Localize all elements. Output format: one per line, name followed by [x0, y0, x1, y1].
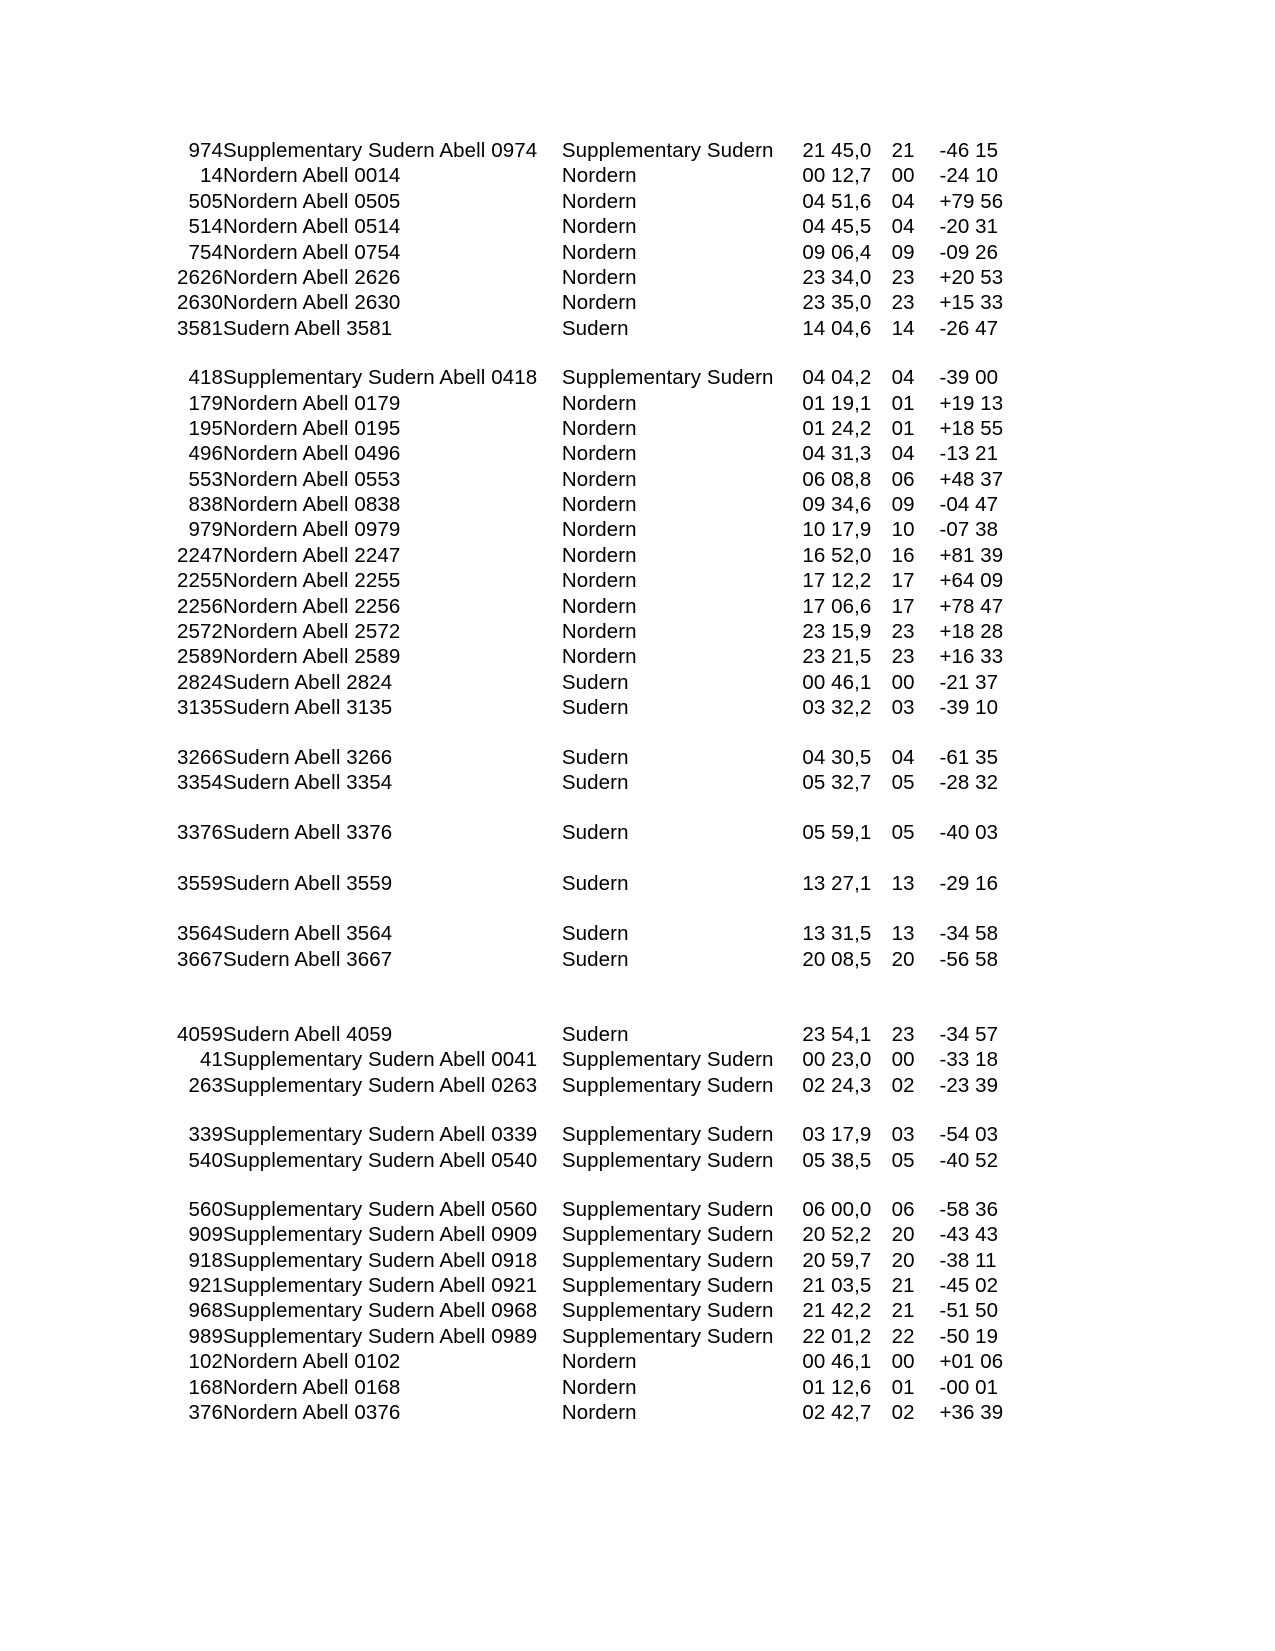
row-declination: -00 01: [939, 1375, 999, 1399]
row-designation: Supplementary Sudern Abell 0974: [223, 139, 538, 162]
row-designation: Supplementary Sudern Abell 0263: [223, 1073, 538, 1097]
row-declination: -34 58: [939, 922, 999, 946]
row-declination: -28 32: [939, 770, 999, 794]
row-designation: Sudern Abell 3266: [223, 745, 393, 769]
row-ra-hours: 23: [891, 1022, 915, 1046]
table-row: [168, 192, 1038, 217]
row-right-ascension: 23 34,0: [802, 265, 872, 289]
row-id: 553: [188, 467, 224, 491]
row-right-ascension: 05 38,5: [802, 1148, 872, 1172]
row-right-ascension: 06 00,0: [802, 1197, 872, 1221]
row-ra-hours: 16: [891, 543, 915, 567]
row-catalog: Supplementary Sudern: [561, 1197, 774, 1221]
row-right-ascension: 16 52,0: [802, 543, 872, 567]
table-row: [168, 319, 1038, 344]
row-declination: -23 39: [939, 1073, 999, 1097]
row-catalog: Sudern: [561, 670, 629, 694]
row-id: 2626: [177, 265, 224, 289]
row-catalog: Supplementary Sudern: [561, 1073, 774, 1097]
row-designation: Supplementary Sudern Abell 0968: [223, 1299, 538, 1323]
row-ra-hours: 04: [891, 442, 915, 466]
table-row: [168, 597, 1038, 622]
row-id: 921: [188, 1274, 224, 1298]
row-ra-hours: 05: [891, 1148, 915, 1172]
table-row: [168, 698, 1038, 723]
row-declination: -56 58: [939, 947, 999, 971]
row-designation: Supplementary Sudern Abell 0041: [223, 1048, 538, 1072]
table-row: [168, 394, 1038, 419]
row-ra-hours: 13: [891, 922, 915, 946]
row-declination: -04 47: [939, 493, 999, 517]
row-designation: Nordern Abell 0505: [223, 189, 401, 213]
row-designation: Nordern Abell 2589: [223, 645, 401, 669]
row-id: 102: [188, 1350, 224, 1374]
row-right-ascension: 04 45,5: [802, 215, 872, 239]
row-declination: -39 00: [939, 366, 999, 390]
row-designation: Nordern Abell 0553: [223, 467, 401, 491]
row-declination: -54 03: [939, 1123, 999, 1147]
row-id: 514: [188, 215, 224, 239]
row-declination: -50 19: [939, 1324, 999, 1348]
row-id: 909: [188, 1223, 224, 1247]
row-declination: -26 47: [939, 316, 999, 340]
row-declination: +01 06: [939, 1350, 1004, 1374]
row-right-ascension: 06 08,8: [802, 467, 872, 491]
row-right-ascension: 01 19,1: [802, 391, 872, 415]
row-declination: -45 02: [939, 1274, 999, 1298]
row-catalog: Nordern: [561, 442, 637, 466]
row-right-ascension: 10 17,9: [802, 518, 872, 542]
row-declination: -58 36: [939, 1197, 999, 1221]
row-id: 496: [188, 442, 224, 466]
row-ra-hours: 10: [891, 518, 915, 542]
row-designation: Sudern Abell 2824: [223, 670, 393, 694]
row-right-ascension: 00 46,1: [802, 670, 872, 694]
row-designation: Supplementary Sudern Abell 0560: [223, 1197, 538, 1221]
row-right-ascension: 09 06,4: [802, 240, 872, 264]
row-designation: Nordern Abell 0102: [223, 1350, 401, 1374]
row-id: 968: [188, 1299, 224, 1323]
table-row: [168, 546, 1038, 571]
row-id: 505: [188, 189, 224, 213]
row-catalog: Sudern: [561, 947, 629, 971]
row-id: 3266: [177, 745, 224, 769]
row-id: 2256: [177, 594, 224, 618]
row-catalog: Sudern: [561, 1022, 629, 1046]
row-ra-hours: 06: [891, 1197, 915, 1221]
row-id: 4059: [177, 1022, 224, 1046]
row-catalog: Nordern: [561, 518, 637, 542]
row-declination: -13 21: [939, 442, 999, 466]
row-id: 41: [200, 1048, 224, 1072]
row-ra-hours: 23: [891, 265, 915, 289]
row-declination: -07 38: [939, 518, 999, 542]
row-id: 3354: [177, 770, 224, 794]
row-ra-hours: 04: [891, 215, 915, 239]
row-declination: +79 56: [939, 189, 1004, 213]
table-row: [168, 1176, 1038, 1225]
row-declination: +16 33: [939, 645, 1004, 669]
row-ra-hours: 20: [891, 1248, 915, 1272]
table-row: [168, 1352, 1038, 1377]
row-right-ascension: 23 21,5: [802, 645, 872, 669]
row-id: 3135: [177, 696, 224, 720]
table-row: [168, 673, 1038, 698]
row-ra-hours: 05: [891, 770, 915, 794]
table-row: [168, 773, 1038, 798]
row-designation: Supplementary Sudern Abell 0918: [223, 1248, 538, 1272]
row-catalog: Sudern: [561, 745, 629, 769]
row-ra-hours: 22: [891, 1324, 915, 1348]
row-declination: -61 35: [939, 745, 999, 769]
row-ra-hours: 05: [891, 821, 915, 845]
row-right-ascension: 09 34,6: [802, 493, 872, 517]
table-row: [168, 419, 1038, 444]
row-designation: Supplementary Sudern Abell 0989: [223, 1324, 538, 1348]
row-ra-hours: 20: [891, 1223, 915, 1247]
row-designation: Nordern Abell 0014: [223, 164, 401, 188]
row-ra-hours: 04: [891, 189, 915, 213]
row-designation: Nordern Abell 0979: [223, 518, 401, 542]
table-row: [168, 1327, 1038, 1352]
table-row: [168, 899, 1038, 949]
row-declination: +20 53: [939, 265, 1004, 289]
row-catalog: Supplementary Sudern: [561, 1324, 774, 1348]
row-catalog: Supplementary Sudern: [561, 1148, 774, 1172]
row-catalog: Supplementary Sudern: [561, 1123, 774, 1147]
table-row: [168, 1378, 1038, 1403]
row-right-ascension: 21 42,2: [802, 1299, 872, 1323]
row-catalog: Nordern: [561, 164, 637, 188]
table-row: [168, 293, 1038, 318]
table-row: [168, 1276, 1038, 1301]
row-catalog: Nordern: [561, 620, 637, 644]
catalog-table-body: [168, 141, 1038, 1428]
row-designation: Sudern Abell 3581: [223, 316, 393, 340]
row-ra-hours: 03: [891, 1123, 915, 1147]
row-ra-hours: 01: [891, 416, 915, 440]
row-ra-hours: 23: [891, 645, 915, 669]
row-ra-hours: 06: [891, 467, 915, 491]
row-right-ascension: 04 04,2: [802, 366, 872, 390]
row-right-ascension: 04 51,6: [802, 189, 872, 213]
row-right-ascension: 02 24,3: [802, 1073, 872, 1097]
row-ra-hours: 00: [891, 1350, 915, 1374]
row-catalog: Nordern: [561, 240, 637, 264]
row-declination: +81 39: [939, 543, 1004, 567]
row-id: 979: [188, 518, 224, 542]
table-row: [168, 243, 1038, 268]
row-catalog: Supplementary Sudern: [561, 1248, 774, 1272]
row-declination: -09 26: [939, 240, 999, 264]
row-right-ascension: 02 42,7: [802, 1401, 872, 1425]
row-id: 2824: [177, 670, 224, 694]
row-right-ascension: 21 45,0: [802, 139, 872, 162]
row-declination: +36 39: [939, 1401, 1004, 1425]
row-designation: Supplementary Sudern Abell 0540: [223, 1148, 538, 1172]
row-catalog: Nordern: [561, 1375, 637, 1399]
row-declination: -20 31: [939, 215, 999, 239]
row-designation: Nordern Abell 2572: [223, 620, 401, 644]
row-ra-hours: 17: [891, 594, 915, 618]
row-id: 179: [188, 391, 224, 415]
row-id: 168: [188, 1375, 224, 1399]
table-row: [168, 724, 1038, 773]
row-designation: Sudern Abell 3354: [223, 770, 393, 794]
table-row: [168, 217, 1038, 242]
row-designation: Nordern Abell 0496: [223, 442, 401, 466]
row-designation: Nordern Abell 2630: [223, 291, 401, 315]
row-catalog: Supplementary Sudern: [561, 1274, 774, 1298]
row-declination: -46 15: [939, 139, 999, 162]
row-designation: Sudern Abell 3135: [223, 696, 393, 720]
row-designation: Nordern Abell 2256: [223, 594, 401, 618]
row-id: 3376: [177, 821, 224, 845]
row-catalog: Supplementary Sudern: [561, 139, 774, 162]
table-row: [168, 950, 1038, 975]
row-right-ascension: 20 52,2: [802, 1223, 872, 1247]
row-declination: -51 50: [939, 1299, 999, 1323]
row-ra-hours: 04: [891, 745, 915, 769]
row-right-ascension: 13 27,1: [802, 871, 872, 895]
row-designation: Supplementary Sudern Abell 0921: [223, 1274, 538, 1298]
row-designation: Nordern Abell 0754: [223, 240, 401, 264]
row-right-ascension: 05 32,7: [802, 770, 872, 794]
row-ra-hours: 02: [891, 1401, 915, 1425]
row-id: 376: [188, 1401, 224, 1425]
row-designation: Supplementary Sudern Abell 0418: [223, 366, 538, 390]
row-catalog: Nordern: [561, 391, 637, 415]
row-id: 2247: [177, 543, 224, 567]
row-ra-hours: 09: [891, 493, 915, 517]
row-ra-hours: 23: [891, 291, 915, 315]
row-catalog: Nordern: [561, 645, 637, 669]
row-id: 974: [188, 139, 224, 162]
row-declination: -39 10: [939, 696, 999, 720]
row-id: 3581: [177, 316, 224, 340]
row-right-ascension: 21 03,5: [802, 1274, 872, 1298]
row-catalog: Nordern: [561, 543, 637, 567]
row-catalog: Sudern: [561, 696, 629, 720]
row-right-ascension: 00 46,1: [802, 1350, 872, 1374]
row-id: 540: [188, 1148, 224, 1172]
row-catalog: Nordern: [561, 1401, 637, 1425]
row-id: 3564: [177, 922, 224, 946]
row-id: 918: [188, 1248, 224, 1272]
row-declination: -40 03: [939, 821, 999, 845]
table-row: [168, 470, 1038, 495]
row-designation: Nordern Abell 2626: [223, 265, 401, 289]
row-ra-hours: 13: [891, 871, 915, 895]
row-ra-hours: 17: [891, 569, 915, 593]
row-id: 339: [188, 1123, 224, 1147]
table-row: [168, 1050, 1038, 1075]
row-right-ascension: 14 04,6: [802, 316, 872, 340]
table-row: [168, 622, 1038, 647]
row-right-ascension: 23 35,0: [802, 291, 872, 315]
row-declination: +18 55: [939, 416, 1004, 440]
table-row: [168, 849, 1038, 899]
table-row: [168, 1301, 1038, 1326]
row-right-ascension: 03 17,9: [802, 1123, 872, 1147]
row-designation: Sudern Abell 3667: [223, 947, 393, 971]
row-right-ascension: 00 12,7: [802, 164, 872, 188]
row-id: 3667: [177, 947, 224, 971]
table-row: [168, 798, 1038, 848]
row-designation: Nordern Abell 0168: [223, 1375, 401, 1399]
row-catalog: Supplementary Sudern: [561, 366, 774, 390]
row-designation: Nordern Abell 0179: [223, 391, 401, 415]
row-ra-hours: 01: [891, 1375, 915, 1399]
table-row: [168, 1151, 1038, 1176]
row-designation: Sudern Abell 3376: [223, 821, 393, 845]
row-ra-hours: 03: [891, 696, 915, 720]
row-catalog: Supplementary Sudern: [561, 1223, 774, 1247]
row-right-ascension: 17 12,2: [802, 569, 872, 593]
row-id: 560: [188, 1197, 224, 1221]
row-declination: -40 52: [939, 1148, 999, 1172]
row-catalog: Nordern: [561, 493, 637, 517]
row-designation: Nordern Abell 0376: [223, 1401, 401, 1425]
table-row: [168, 344, 1038, 393]
row-declination: +64 09: [939, 569, 1004, 593]
row-catalog: Supplementary Sudern: [561, 1299, 774, 1323]
row-designation: Nordern Abell 0514: [223, 215, 401, 239]
table-row: [168, 268, 1038, 293]
row-ra-hours: 00: [891, 164, 915, 188]
row-right-ascension: 01 12,6: [802, 1375, 872, 1399]
row-ra-hours: 23: [891, 620, 915, 644]
row-id: 195: [188, 416, 224, 440]
table-row: [168, 1101, 1038, 1150]
cluster-catalog-table: [168, 141, 1038, 1428]
table-row: [168, 1076, 1038, 1101]
row-id: 3559: [177, 871, 224, 895]
row-catalog: Sudern: [561, 316, 629, 340]
table-row: [168, 647, 1038, 672]
row-id: 14: [200, 164, 224, 188]
row-id: 263: [188, 1073, 224, 1097]
row-catalog: Sudern: [561, 821, 629, 845]
table-row: [168, 1225, 1038, 1250]
row-right-ascension: 20 08,5: [802, 947, 872, 971]
row-right-ascension: 20 59,7: [802, 1248, 872, 1272]
row-right-ascension: 22 01,2: [802, 1324, 872, 1348]
row-right-ascension: 04 31,3: [802, 442, 872, 466]
row-designation: Nordern Abell 2255: [223, 569, 401, 593]
row-catalog: Nordern: [561, 594, 637, 618]
row-catalog: Nordern: [561, 189, 637, 213]
row-id: 838: [188, 493, 224, 517]
row-declination: +18 28: [939, 620, 1004, 644]
row-ra-hours: 04: [891, 366, 915, 390]
row-catalog: Sudern: [561, 922, 629, 946]
row-designation: Sudern Abell 3564: [223, 922, 393, 946]
row-id: 2630: [177, 291, 224, 315]
row-designation: Sudern Abell 4059: [223, 1022, 393, 1046]
table-row: [168, 166, 1038, 191]
row-right-ascension: 13 31,5: [802, 922, 872, 946]
row-ra-hours: 00: [891, 1048, 915, 1072]
row-right-ascension: 23 54,1: [802, 1022, 872, 1046]
row-designation: Nordern Abell 2247: [223, 543, 401, 567]
table-row: [168, 975, 1038, 1050]
row-designation: Nordern Abell 0838: [223, 493, 401, 517]
row-id: 2589: [177, 645, 224, 669]
row-catalog: Sudern: [561, 871, 629, 895]
table-row: [168, 520, 1038, 545]
table-row: [168, 571, 1038, 596]
row-right-ascension: 05 59,1: [802, 821, 872, 845]
row-declination: -24 10: [939, 164, 999, 188]
table-row: [168, 495, 1038, 520]
row-right-ascension: 01 24,2: [802, 416, 872, 440]
row-declination: -43 43: [939, 1223, 999, 1247]
table-row: [168, 141, 1038, 166]
row-id: 418: [188, 366, 224, 390]
row-id: 989: [188, 1324, 224, 1348]
row-catalog: Nordern: [561, 291, 637, 315]
row-catalog: Nordern: [561, 569, 637, 593]
row-ra-hours: 00: [891, 670, 915, 694]
row-right-ascension: 00 23,0: [802, 1048, 872, 1072]
table-row: [168, 1403, 1038, 1428]
row-declination: +15 33: [939, 291, 1004, 315]
row-declination: -21 37: [939, 670, 999, 694]
row-catalog: Nordern: [561, 1350, 637, 1374]
row-id: 2255: [177, 569, 224, 593]
table-row: [168, 444, 1038, 469]
row-catalog: Nordern: [561, 467, 637, 491]
row-id: 2572: [177, 620, 224, 644]
row-declination: -34 57: [939, 1022, 999, 1046]
row-right-ascension: 04 30,5: [802, 745, 872, 769]
row-declination: -33 18: [939, 1048, 999, 1072]
row-catalog: Nordern: [561, 265, 637, 289]
row-catalog: Sudern: [561, 770, 629, 794]
row-declination: -38 11: [939, 1248, 997, 1272]
row-ra-hours: 20: [891, 947, 915, 971]
row-declination: +78 47: [939, 594, 1004, 618]
row-designation: Supplementary Sudern Abell 0339: [223, 1123, 538, 1147]
row-ra-hours: 21: [891, 1299, 915, 1323]
row-ra-hours: 14: [891, 316, 915, 340]
row-catalog: Supplementary Sudern: [561, 1048, 774, 1072]
row-designation: Sudern Abell 3559: [223, 871, 393, 895]
row-designation: Supplementary Sudern Abell 0909: [223, 1223, 538, 1247]
row-ra-hours: 01: [891, 391, 915, 415]
row-id: 754: [188, 240, 224, 264]
row-catalog: Nordern: [561, 416, 637, 440]
row-catalog: Nordern: [561, 215, 637, 239]
row-ra-hours: 02: [891, 1073, 915, 1097]
row-ra-hours: 21: [891, 1274, 915, 1298]
row-right-ascension: 03 32,2: [802, 696, 872, 720]
row-declination: +48 37: [939, 467, 1004, 491]
row-ra-hours: 09: [891, 240, 915, 264]
row-declination: -29 16: [939, 871, 999, 895]
row-designation: Nordern Abell 0195: [223, 416, 401, 440]
row-declination: +19 13: [939, 391, 1004, 415]
row-ra-hours: 21: [891, 139, 915, 162]
row-right-ascension: 23 15,9: [802, 620, 872, 644]
row-right-ascension: 17 06,6: [802, 594, 872, 618]
table-row: [168, 1251, 1038, 1276]
